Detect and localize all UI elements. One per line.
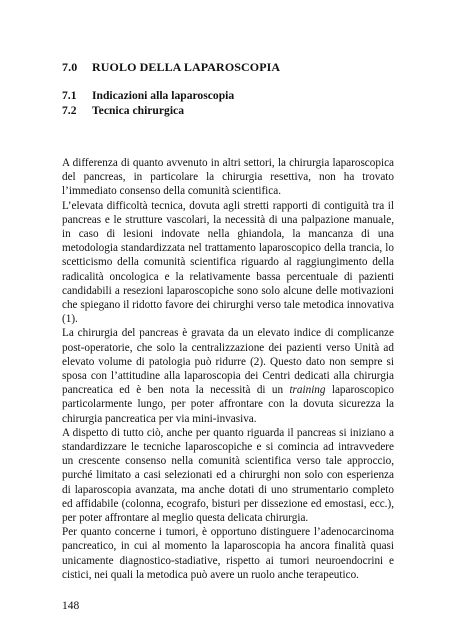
section-heading-7-1 xyxy=(62,88,234,103)
paragraph-1: A differenza di quanto avvenuto in altri settori, la chirurgia laparoscopica del pancreas, in particolare la chirurgia resettiva, non ha trovato l’immediato consenso della comunità scientifica. xyxy=(62,157,394,198)
paragraph-3-emphasis: training xyxy=(289,384,326,397)
section-headings xyxy=(62,88,234,118)
paragraph-2: L’elevata difficoltà tecnica, dovuta agli stretti rapporti di contiguità tra il pancreas e le strutture vascolari, la necessità di una palpazione manuale, in caso di lesioni indovate nella ghiandola, la mancanza di una metodologia standardizzata nel trattamento laparoscopico della trancia, lo scetticismo della comunità scientifica riguardo al raggiungimento della radicalità oncologica e la relativamente bassa percentuale di pazienti candidabili a resezioni laparoscopiche sono solo alcune delle motivazioni che spiegano il ridotto favore dei chirurghi verso tale metodica innovativa (1). xyxy=(62,199,394,326)
section-title: Indicazioni alla laparoscopia xyxy=(92,89,235,102)
section-heading-7-2 xyxy=(62,103,234,118)
paragraph-3-text-after: laparoscopico particolarmente lungo, per poter affrontare con la dovuta sicurezza la chirurgia pancreatica per via mini-invasiva. xyxy=(62,384,394,425)
paragraph-3 xyxy=(62,326,394,425)
chapter-title: RUOLO DELLA LAPAROSCOPIA xyxy=(92,60,281,74)
section-title: Tecnica chirurgica xyxy=(92,104,184,117)
body-text xyxy=(62,156,394,582)
section-number: 7.2 xyxy=(62,104,77,117)
page-number: 148 xyxy=(62,600,80,612)
section-number: 7.1 xyxy=(62,89,77,102)
chapter-number: 7.0 xyxy=(62,60,78,74)
paragraph-3-text-before: La chirurgia del pancreas è gravata da un elevato indice di complicanze post-operatorie, che solo la centralizzazione dei pazienti verso Unità ad elevato volume di patologia può ridurre (2). Questo dato non sempre si sposa con l’attitudine alla laparoscopia dei Centri dedicati alla chirurgia pancreatica ed è ben nota la necessità di un xyxy=(62,327,394,397)
chapter-heading xyxy=(62,60,280,75)
paragraph-5: Per quanto concerne i tumori, è opportuno distinguere l’adenocarcinoma pancreatico, in cui al momento la laparoscopia ha ancora finalità quasi unicamente diagnostico-stadiative, rispetto ai tumori neuroendocrini e cistici, nei quali la metodica può avere un ruolo anche terapeutico. xyxy=(62,526,394,581)
paragraph-4: A dispetto di tutto ciò, anche per quanto riguarda il pancreas si iniziano a standardizzare le tecniche laparoscopiche e si comincia ad intravvedere un crescente consenso nella comunità scientifica verso tale approccio, purché limitato a casi selezionati ed a chirurghi non solo con esperienza di laparoscopia avanzata, ma anche dotati di uno strumentario completo ed affidabile (colonna, ecografo, bisturi per dissezione ed emostasi, ecc.), per poter affrontare al meglio questa delicata chirurgia. xyxy=(62,426,394,525)
